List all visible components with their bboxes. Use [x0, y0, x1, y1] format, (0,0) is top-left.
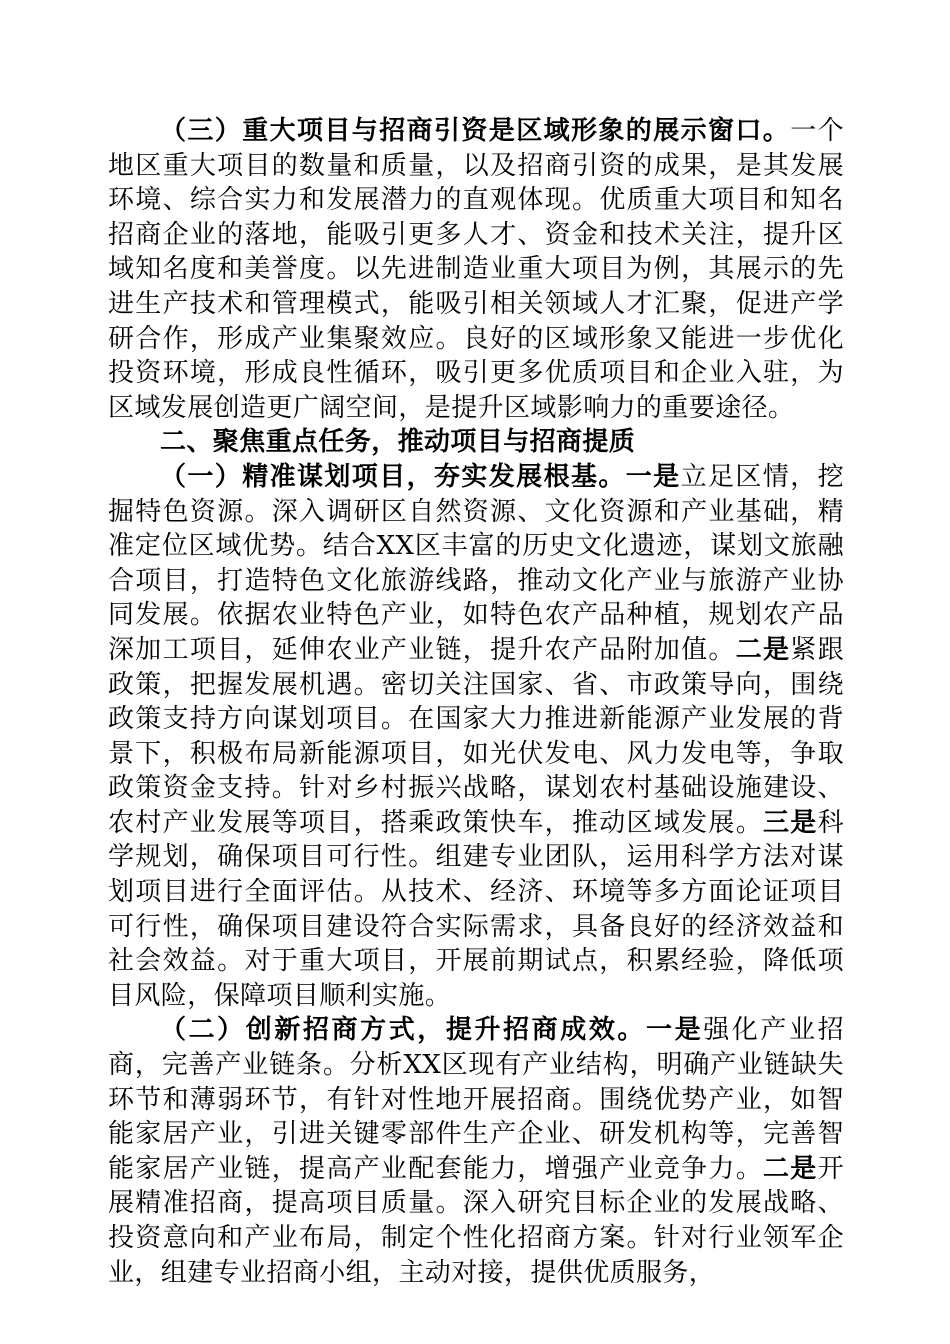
paragraph-text: 一个地区重大项目的数量和质量，以及招商引资的成果，是其发展环境、综合实力和发展潜力的直观体现。优质重大项目和知名招商企业的落地，能吸引更多人才、资金和技术关注，提升区域知名度和美誉度。以先进制造业重大项目为例，其展示的先进生产技术和管理模式，能吸引相关领域人才汇聚，促进产学研合作，形成产业集聚效应。良好的区域形象又能进一步优化投资环境，形成良性循环，吸引更多优质项目和企业入驻，为区域发展创造更广阔空间，是提升区域影响力的重要途径。	[108, 116, 844, 423]
paragraph-text: 强化产业招商，完善产业链条。分析XX区现有产业结构，明确产业链缺失环节和薄弱环节，有针对性地开展招商。围绕优势产业，如智能家居产业，引进关键零部件生产企业、研发机构等，完善智能家居产业链，提高产业配套能力，增强产业竞争力。	[108, 1015, 844, 1184]
document-body	[108, 114, 844, 1290]
paragraph-regional-image	[108, 114, 844, 425]
paragraph-lead: （二）创新招商方式，提升招商成效。	[160, 1015, 647, 1046]
item-marker: 一是	[646, 1015, 704, 1046]
item-marker: 三是	[763, 807, 818, 838]
item-marker: 二是	[735, 634, 791, 665]
paragraph-text: 开展精准招商，提高项目质量。深入研究目标企业的发展战略、投资意向和产业布局，制定个性化招商方案。针对行业领军企业，组建专业招商小组，主动对接，提供优质服务，	[108, 1153, 844, 1288]
item-marker: 二是	[763, 1153, 818, 1184]
item-marker: 一是	[625, 461, 681, 492]
paragraph-text: 立足区情，挖掘特色资源。深入调研区自然资源、文化资源和产业基础，精准定位区域优势。结合XX区丰富的历史文化遗迹，谋划文旅融合项目，打造特色文化旅游线路，推动文化产业与旅游产业协同发展。依据农业特色产业，如特色农产品种植，规划农产品深加工项目，延伸农业产业链，提升农产品附加值。	[108, 461, 844, 665]
paragraph-project-planning	[108, 460, 844, 1014]
paragraph-investment-attraction	[108, 1013, 844, 1290]
paragraph-lead: （一）精准谋划项目，夯实发展根基。	[160, 461, 626, 492]
paragraph-text: 紧跟政策，把握发展机遇。密切关注国家、省、市政策导向，围绕政策支持方向谋划项目。在国家大力推进新能源产业发展的背景下，积极布局新能源项目，如光伏发电、风力发电等，争取政策资金支持。针对乡村振兴战略，谋划农村基础设施建设、农村产业发展等项目，搭乘政策快车，推动区域发展。	[108, 634, 844, 838]
section-heading: 二、聚焦重点任务，推动项目与招商提质	[160, 427, 636, 458]
paragraph-text: 科学规划，确保项目可行性。组建专业团队，运用科学方法对谋划项目进行全面评估。从技术、经济、环境等多方面论证项目可行性，确保项目建设符合实际需求，具备良好的经济效益和社会效益。对于重大项目，开展前期试点，积累经验，降低项目风险，保障项目顺利实施。	[108, 807, 844, 1011]
paragraph-lead: （三）重大项目与招商引资是区域形象的展示窗口。	[160, 116, 791, 146]
